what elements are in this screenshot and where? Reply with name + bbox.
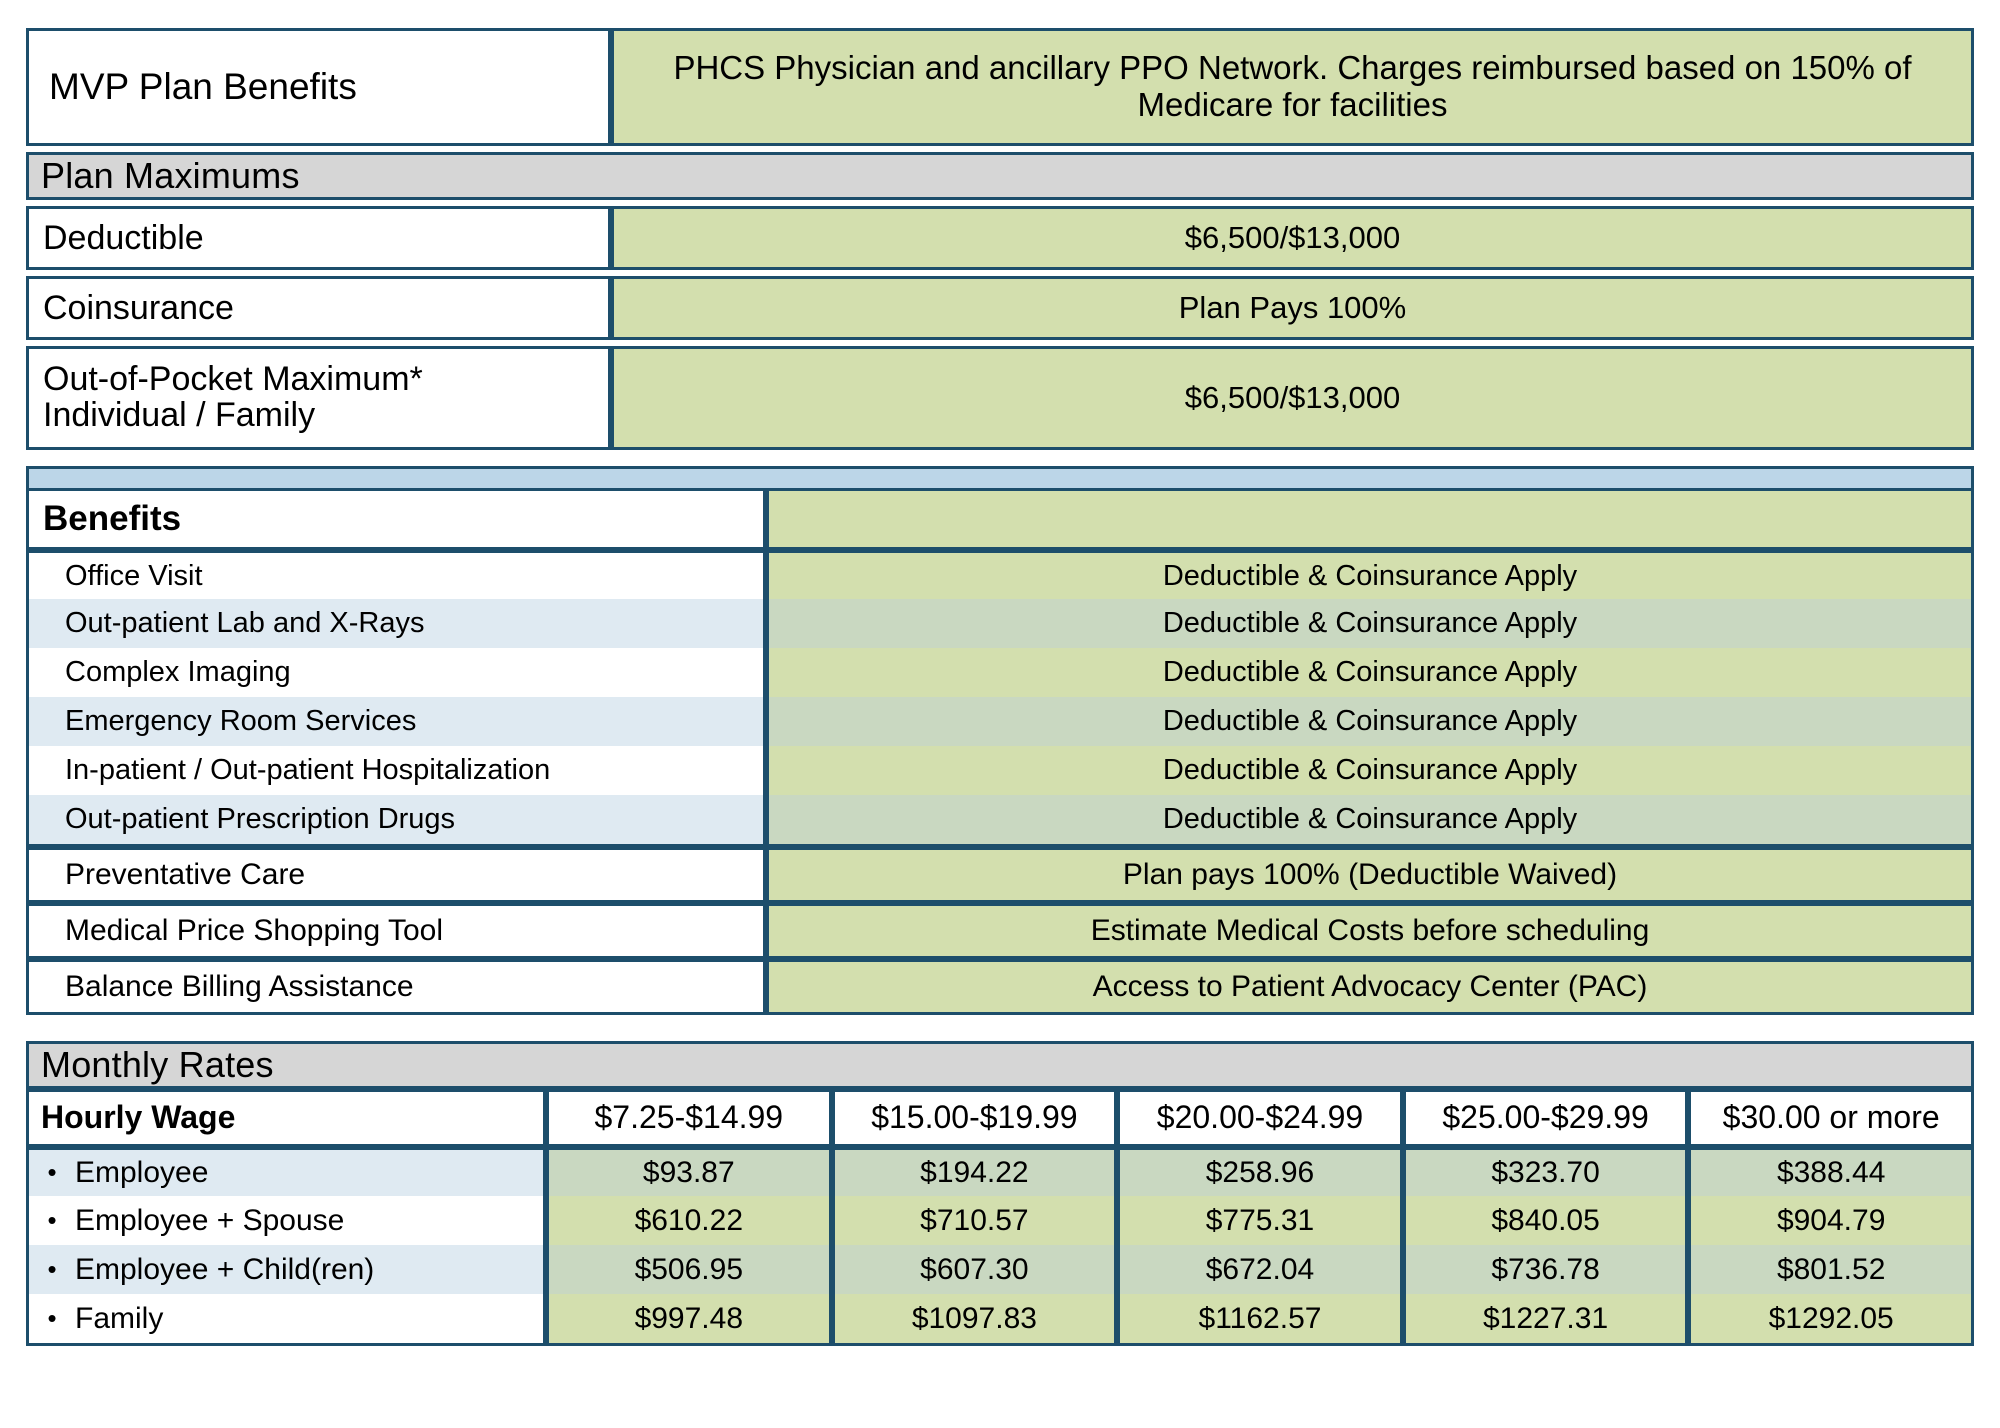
bullet-icon: • [47,1253,57,1284]
benefit-row-hospitalization [26,746,1974,795]
benefit-label-cell [26,550,766,599]
benefit-value-cell [766,903,1974,959]
wage-bracket-label: $7.25-$14.99 [594,1099,784,1136]
benefits-header-row [26,488,1974,550]
benefit-label: Out-patient Prescription Drugs [65,803,456,836]
wage-bracket-label: $25.00-$29.99 [1442,1099,1649,1136]
rate-value: $323.70 [1491,1156,1600,1190]
rate-row-employee-spouse [26,1196,1974,1245]
rate-value: $194.22 [920,1156,1029,1190]
benefit-row-prescription-drugs [26,795,1974,844]
rate-cell [1403,1294,1689,1343]
rate-cell [1117,1245,1403,1294]
plan-maximums-title: Plan Maximums [41,155,300,196]
rate-cell [1688,1147,1974,1196]
rate-value: $997.48 [634,1301,744,1335]
benefit-row-balance-billing [26,959,1974,1015]
benefit-label: Out-patient Lab and X-Rays [65,607,425,640]
coinsurance-label-cell [26,276,611,340]
rate-value: $710.57 [920,1203,1029,1237]
deductible-value-cell [611,206,1974,270]
rate-cell [546,1196,832,1245]
benefits-header-value-cell [766,488,1974,550]
benefit-row-emergency-room [26,697,1974,746]
plan-header-row [26,28,1974,146]
benefit-label-cell [26,903,766,959]
benefit-label-cell [26,697,766,746]
benefit-value-cell [766,648,1974,697]
benefit-row-office-visit [26,550,1974,599]
coinsurance-value: Plan Pays 100% [1178,289,1407,325]
network-description-cell [611,28,1974,146]
benefit-value-cell [766,847,1974,903]
rate-row-employee [26,1147,1974,1196]
benefit-label-cell [26,847,766,903]
plan-title-cell [26,28,611,146]
rate-value: $506.95 [634,1252,744,1286]
plan-maximums-banner-row [26,152,1974,200]
wage-bracket-label: $30.00 or more [1722,1099,1940,1136]
out-of-pocket-row [26,346,1974,450]
benefit-value: Deductible & Coinsurance Apply [1162,705,1578,738]
wage-bracket-cell [1688,1089,1974,1147]
tier-label-cell [26,1147,546,1196]
benefit-value: Deductible & Coinsurance Apply [1162,754,1578,787]
wage-bracket-cell [1117,1089,1403,1147]
benefit-label: Office Visit [65,559,203,592]
benefit-label-cell [26,959,766,1015]
wage-bracket-cell [1403,1089,1689,1147]
deductible-value: $6,500/$13,000 [1184,219,1401,255]
benefit-value-cell [766,550,1974,599]
benefits-top-strip [26,466,1974,488]
plan-maximums-section [26,28,1974,450]
rate-value: $607.30 [920,1252,1029,1286]
benefit-label-cell [26,648,766,697]
benefit-value: Deductible & Coinsurance Apply [1162,656,1578,689]
tier-label: Employee + Child(ren) [75,1252,375,1286]
rate-cell [1403,1245,1689,1294]
rate-value: $801.52 [1776,1252,1886,1286]
wage-bracket-cell [546,1089,832,1147]
rate-value: $904.79 [1776,1203,1886,1237]
deductible-row [26,206,1974,270]
monthly-rates-banner-row [26,1041,1974,1089]
bullet-icon: • [47,1204,57,1235]
tier-label-cell [26,1245,546,1294]
rate-value: $388.44 [1776,1156,1886,1190]
rate-cell [1117,1294,1403,1343]
benefit-value: Deductible & Coinsurance Apply [1162,559,1578,592]
plan-title: MVP Plan Benefits [49,66,357,108]
tier-label-cell [26,1294,546,1343]
rate-row-family [26,1294,1974,1343]
wage-bracket-header-row [26,1089,1974,1147]
coinsurance-label: Coinsurance [43,288,234,327]
rate-cell [1117,1147,1403,1196]
benefits-title-cell [26,488,766,550]
rate-cell [546,1245,832,1294]
benefit-value-cell [766,599,1974,648]
out-of-pocket-label-cell [26,346,611,450]
bullet-icon: • [47,1157,57,1188]
benefit-label-cell [26,599,766,648]
wage-bracket-label: $20.00-$24.99 [1156,1099,1364,1136]
rate-cell [546,1147,832,1196]
benefit-row-price-shopping-tool [26,903,1974,959]
tier-label: Family [75,1301,164,1335]
benefit-label: Medical Price Shopping Tool [65,914,444,948]
hourly-wage-label: Hourly Wage [41,1099,236,1136]
rate-cell [1117,1196,1403,1245]
benefit-label: Preventative Care [65,858,306,892]
benefit-value-cell [766,697,1974,746]
rate-cell [832,1294,1118,1343]
hourly-wage-label-cell [26,1089,546,1147]
monthly-rates-bottom-border [26,1343,1974,1346]
benefits-section [26,466,1974,1015]
benefit-value: Deductible & Coinsurance Apply [1162,803,1578,836]
out-of-pocket-label-line1: Out-of-Pocket Maximum* [43,360,423,399]
benefit-label: Balance Billing Assistance [65,970,414,1004]
rate-value: $736.78 [1491,1252,1600,1286]
deductible-label-cell [26,206,611,270]
benefit-row-lab-xrays [26,599,1974,648]
benefits-title: Benefits [43,499,182,539]
rate-value: $258.96 [1205,1156,1315,1190]
rate-value: $610.22 [634,1203,744,1237]
rate-value: $775.31 [1205,1203,1315,1237]
rate-value: $672.04 [1205,1252,1315,1286]
rate-value: $1227.31 [1483,1301,1609,1335]
rate-cell [546,1294,832,1343]
monthly-rates-section [26,1041,1974,1346]
monthly-rates-title: Monthly Rates [41,1044,274,1085]
rate-value: $1292.05 [1768,1301,1894,1335]
out-of-pocket-value: $6,500/$13,000 [1184,379,1401,415]
coinsurance-row [26,276,1974,340]
tier-label-cell [26,1196,546,1245]
network-description: PHCS Physician and ancillary PPO Network. Charges reimbursed based on 150% of Medicare for facilities [673,49,1912,123]
rate-value: $1097.83 [911,1301,1037,1335]
wage-bracket-cell [832,1089,1118,1147]
plan-maximums-banner [26,152,1974,200]
out-of-pocket-label-line2: Individual / Family [43,396,316,434]
rate-cell [1688,1196,1974,1245]
tier-label: Employee [75,1156,209,1190]
rate-cell [1403,1196,1689,1245]
benefit-label-cell [26,746,766,795]
rate-value: $1162.57 [1198,1301,1322,1335]
benefit-label: Complex Imaging [65,656,291,689]
benefit-row-preventative-care [26,847,1974,903]
benefit-value: Estimate Medical Costs before scheduling [1090,914,1650,948]
wage-bracket-label: $15.00-$19.99 [871,1099,1078,1136]
out-of-pocket-label-lines [43,362,423,433]
benefit-label-cell [26,795,766,844]
out-of-pocket-value-cell [611,346,1974,450]
benefit-value-cell [766,795,1974,844]
rate-value: $840.05 [1491,1203,1600,1237]
monthly-rates-banner [26,1041,1974,1089]
benefit-row-complex-imaging [26,648,1974,697]
rate-value: $93.87 [642,1156,735,1190]
benefit-value-cell [766,959,1974,1015]
benefit-label: Emergency Room Services [65,705,417,738]
rate-cell [832,1147,1118,1196]
rate-cell [832,1245,1118,1294]
bullet-icon: • [47,1302,57,1333]
benefit-value: Access to Patient Advocacy Center (PAC) [1092,970,1648,1004]
rate-cell [832,1196,1118,1245]
benefit-label: In-patient / Out-patient Hospitalization [65,754,551,787]
rate-cell [1688,1294,1974,1343]
benefit-value: Plan pays 100% (Deductible Waived) [1122,858,1618,892]
coinsurance-value-cell [611,276,1974,340]
rate-cell [1688,1245,1974,1294]
tier-label: Employee + Spouse [75,1203,345,1237]
benefit-value: Deductible & Coinsurance Apply [1162,607,1578,640]
rate-cell [1403,1147,1689,1196]
rate-row-employee-children [26,1245,1974,1294]
deductible-label: Deductible [43,218,204,257]
benefit-value-cell [766,746,1974,795]
